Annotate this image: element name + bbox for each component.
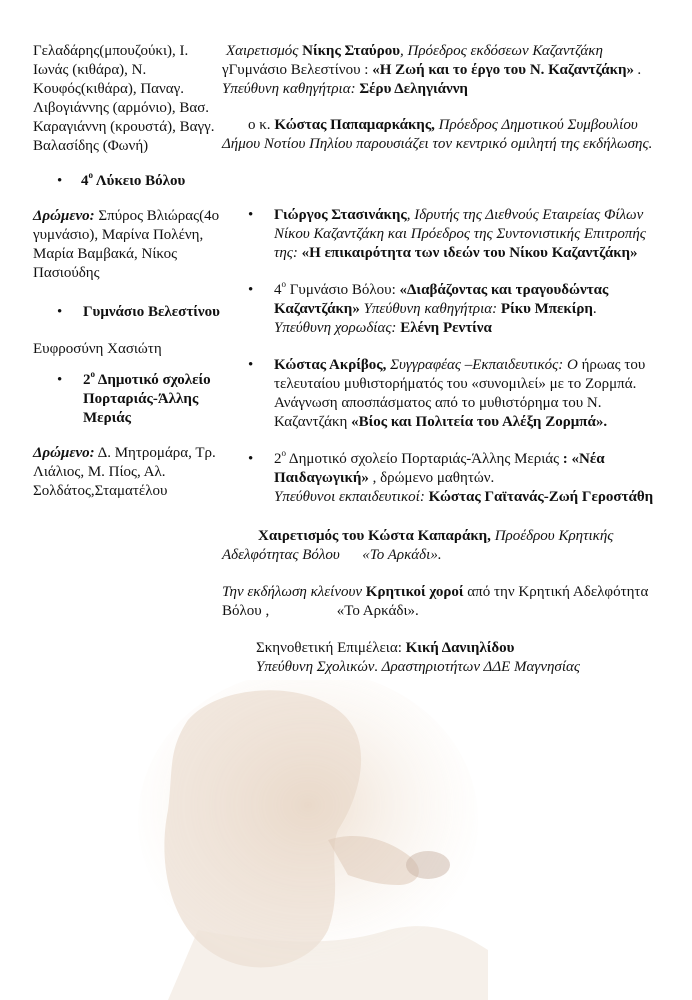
intro-papamarkakis: ο κ. Κώστας Παπαμαρκάκης, Πρόεδρος Δημοτικού Συμβουλίου Δήμου Νοτίου Πηλίου παρουσιάζει τον κεντρικό ομιλητή της εκδήλωσης. (222, 117, 653, 152)
school-gymnasio-teacher: Ευφροσύνη Χασιώτη (33, 341, 162, 357)
right-column (222, 42, 662, 677)
bullet-icon: • (57, 304, 63, 320)
school-lykeio-heading: • $4^o$ Λύκειο Βόλου (57, 170, 186, 189)
bullet-icon: • (57, 372, 63, 388)
school-gymnasio-heading: • Γυμνάσιο Βελεστίνου (57, 304, 220, 320)
stage-direction-credit: Σκηνοθετική Επιμέλεια: Κική Δανιηλίδου Υπεύθυνη Σχολικών. Δραστηριοτήτων ΔΔΕ Μαγνησίας (256, 640, 580, 675)
school-dimotiko-drama: Δρώμενο: Δ. Μητρομάρα, Τρ. Λιάλιος, Μ. Πίος, Αλ. Σολδάτος,Σταματέλου (33, 445, 216, 499)
bullet-icon: • (248, 357, 254, 373)
bullet-icon: • (248, 207, 254, 223)
left-column (33, 42, 223, 501)
school-dimotiko-heading: • $2^o$ Δημοτικό σχολείο Πορταριάς-Άλλης Μεριάς (57, 369, 211, 426)
school-lykeio-drama: Δρώμενο: Σπύρος Βλιώρας(4ο γυμνάσιο), Μαρίνα Πολένη, Μαρία Βαμβακά, Νίκος Πασιούδης (33, 208, 220, 281)
bullet-icon: • (248, 451, 254, 467)
closing-dances: Την εκδήλωση κλείνουν Κρητικοί χοροί από την Κρητική Αδελφότητα Βόλου , «Το Αρκάδι». (222, 584, 649, 619)
bullet-icon: • (57, 173, 63, 189)
program-item-stasinakis: • Γιώργος Στασινάκης, Ιδρυτής της Διεθνούς Εταιρείας Φίλων Νίκου Καζαντζάκη και Πρόεδρος της Συντονιστικής Επιτροπής της: «Η επικαιρότητα των ιδεών του Νίκου Καζαντζάκη» (248, 207, 646, 261)
program-item-4th-gymnasio: • $4^o$ Γυμνάσιο Βόλου: «Διαβάζοντας και τραγουδώντας Καζαντζάκη» Υπεύθυνη καθηγήτρια: Ρίκυ Μπεκίρη. Υπεύθυνη χορωδίας: Ελένη Ρεντίνα (248, 279, 609, 336)
program-item-2nd-dimotiko: • $2^o$ Δημοτικό σχολείο Πορταριάς-Άλλης Μεριάς : «Νέα Παιδαγωγική» , δρώμενο μαθητών. Υπεύθυνοι εκπαιδευτικοί: Κώστας Γαϊτανάς-Ζωή Γεροστάθη (248, 448, 654, 505)
program-item-akrivos: • Κώστας Ακρίβος, Συγγραφέας –Εκπαιδευτικός: Ο ήρωας του τελευταίου μυθιστορήματός του «συνομιλεί» με το Ζορμπά. Ανάγνωση αποσπάσματος από το μυθιστόρημα του Ν. Καζαντζάκη «Βίος και Πολιτεία του Αλέξη Ζορμπά». (248, 357, 646, 430)
greeting-kaparakis: Χαιρετισμός του Κώστα Καπαράκη, Προέδρου Κρητικής Αδελφότητας Βόλου «Το Αρκάδι». (222, 528, 614, 563)
kazantzakis-watermark-image (128, 680, 508, 1000)
greeting-stavrou: Χαιρετισμός Νίκης Σταύρου, Πρόεδρος εκδόσεων Καζαντζάκη γΓυμνάσιο Βελεστίνου : «Η Ζωή και το έργο του Ν. Καζαντζάκη» . Υπεύθυνη καθηγήτρια: Σέρυ Δεληγιάννη (222, 43, 642, 97)
performers-list: Γελαδάρης(μπουζούκι), Ι. Ιωνάς (κιθάρα), Ν. Κουφός(κιθάρα), Παναγ. Λιβογιάννης (αρμόνιο), Βασ. Καραγιάννη (κρουστά), Βαγγ. Βαλασίδης (Φωνή) (33, 43, 215, 154)
bullet-icon: • (248, 282, 254, 298)
